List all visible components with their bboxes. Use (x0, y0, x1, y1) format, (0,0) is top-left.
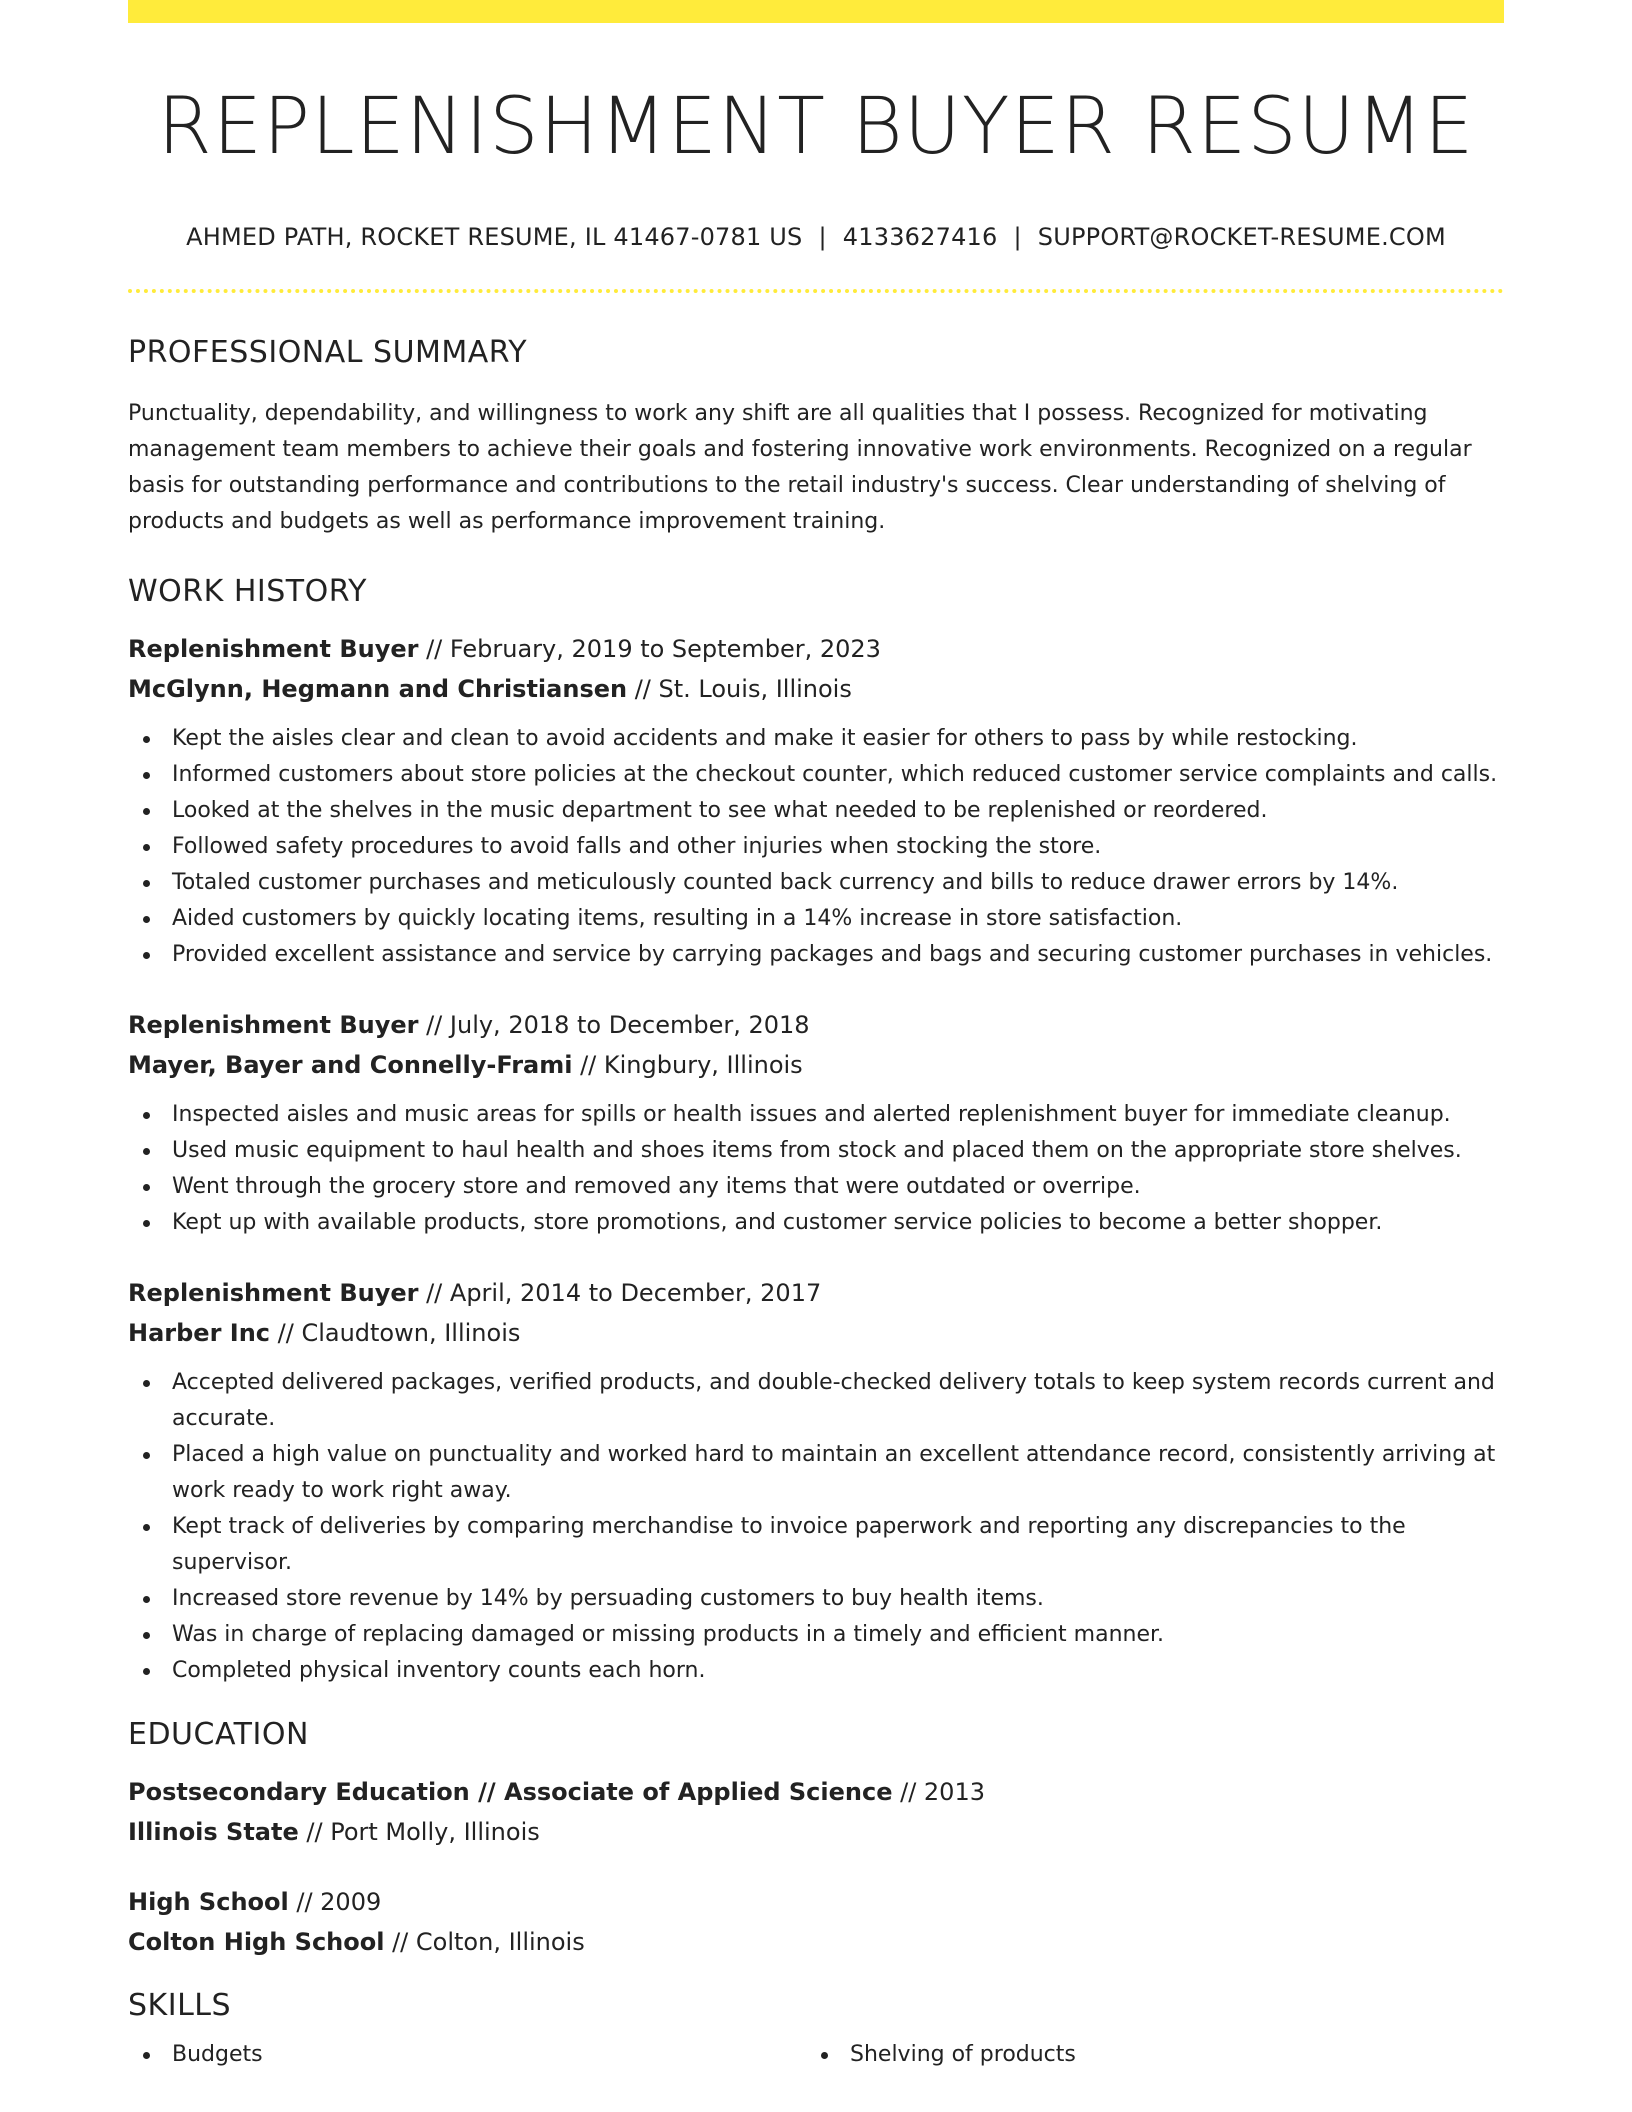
education-location: // Colton, Illinois (384, 1927, 585, 1956)
job-bullets (128, 721, 1504, 973)
skills-grid (128, 2037, 1504, 2073)
list-item: Increased store revenue by 14% by persuading customers to buy health items. (128, 1581, 1504, 1617)
contact-address: AHMED PATH, ROCKET RESUME, IL 41467-0781 US (186, 222, 803, 251)
education-degree-line (128, 1882, 1504, 1922)
resume-title: REPLENISHMENT BUYER RESUME (157, 82, 1475, 172)
job-entry (128, 1005, 1504, 1241)
list-item: Was in charge of replacing damaged or missing products in a timely and efficient manner. (128, 1617, 1504, 1653)
contact-separator: | (818, 222, 827, 251)
list-item: Provided excellent assistance and service by carrying packages and bags and securing customer purchases in vehicles. (128, 937, 1504, 973)
job-title-line (128, 1273, 1504, 1313)
list-item: Informed customers about store policies at the checkout counter, which reduced customer service complaints and calls. (128, 757, 1504, 793)
job-title: Replenishment Buyer (128, 1010, 419, 1039)
job-location: // St. Louis, Illinois (627, 674, 852, 703)
list-item: Inspected aisles and music areas for spills or health issues and alerted replenishment buyer for immediate cleanup. (128, 1097, 1504, 1133)
education-school: Colton High School (128, 1927, 385, 1956)
education-degree: Postsecondary Education // Associate of Applied Science (128, 1777, 893, 1806)
job-entry (128, 629, 1504, 973)
job-company-line (128, 669, 1504, 709)
education-degree: High School (128, 1887, 289, 1916)
list-item: Aided customers by quickly locating items, resulting in a 14% increase in store satisfaction. (128, 901, 1504, 937)
education-location: // Port Molly, Illinois (298, 1817, 540, 1846)
job-dates: // April, 2014 to December, 2017 (418, 1278, 822, 1307)
contact-line (128, 223, 1504, 251)
contact-email: SUPPORT@ROCKET-RESUME.COM (1037, 222, 1446, 251)
contact-separator: | (1013, 222, 1022, 251)
work-history-heading: WORK HISTORY (128, 573, 367, 609)
job-dates: // February, 2019 to September, 2023 (418, 634, 881, 663)
list-item: Completed physical inventory counts each horn. (128, 1653, 1504, 1689)
list-item: Went through the grocery store and removed any items that were outdated or overripe. (128, 1169, 1504, 1205)
education-school-line (128, 1812, 1504, 1852)
education-year: // 2013 (892, 1777, 985, 1806)
skills-heading: SKILLS (128, 1987, 232, 2023)
skills-column-right (806, 2037, 1484, 2073)
job-title: Replenishment Buyer (128, 634, 419, 663)
job-bullets (128, 1097, 1504, 1241)
job-company: McGlynn, Hegmann and Christiansen (128, 674, 628, 703)
education-school: Illinois State (128, 1817, 299, 1846)
job-title: Replenishment Buyer (128, 1278, 419, 1307)
job-company: Mayer, Bayer and Connelly-Frami (128, 1050, 573, 1079)
list-item: Used music equipment to haul health and shoes items from stock and placed them on the appropriate store shelves. (128, 1133, 1504, 1169)
education-entry (128, 1772, 1504, 1852)
list-item: Shelving of products (806, 2037, 1484, 2073)
education-school-line (128, 1922, 1504, 1962)
resume-page (128, 0, 1504, 2073)
job-location: // Claudtown, Illinois (270, 1318, 521, 1347)
list-item: Budgets (128, 2037, 806, 2073)
list-item: Totaled customer purchases and meticulously counted back currency and bills to reduce drawer errors by 14%. (128, 865, 1504, 901)
education-degree-line (128, 1772, 1504, 1812)
job-bullets (128, 1365, 1504, 1689)
job-location: // Kingbury, Illinois (572, 1050, 803, 1079)
education-entry (128, 1882, 1504, 1962)
list-item: Kept track of deliveries by comparing merchandise to invoice paperwork and reporting any discrepancies to the supervisor. (128, 1509, 1504, 1581)
job-title-line (128, 1005, 1504, 1045)
job-company: Harber Inc (128, 1318, 271, 1347)
summary-text: Punctuality, dependability, and willingness to work any shift are all qualities that I possess. Recognized for motivating management team members to achieve their goals and fostering innovative work environments. Recognized on a regular basis for outstanding performance and contributions to the retail industry's success. Clear understanding of shelving of products and budgets as well as performance improvement training. (128, 400, 1472, 534)
contact-phone: 4133627416 (842, 222, 998, 251)
job-entry (128, 1273, 1504, 1689)
job-title-line (128, 629, 1504, 669)
job-dates: // July, 2018 to December, 2018 (418, 1010, 810, 1039)
education-heading: EDUCATION (128, 1716, 309, 1752)
list-item: Looked at the shelves in the music department to see what needed to be replenished or reordered. (128, 793, 1504, 829)
education-year: // 2009 (288, 1887, 382, 1916)
job-company-line (128, 1313, 1504, 1353)
list-item: Kept the aisles clear and clean to avoid accidents and make it easier for others to pass by while restocking. (128, 721, 1504, 757)
list-item: Kept up with available products, store promotions, and customer service policies to become a better shopper. (128, 1205, 1504, 1241)
job-company-line (128, 1045, 1504, 1085)
list-item: Placed a high value on punctuality and worked hard to maintain an excellent attendance record, consistently arriving at work ready to work right away. (128, 1437, 1504, 1509)
summary-heading: PROFESSIONAL SUMMARY (128, 334, 528, 370)
list-item: Followed safety procedures to avoid falls and other injuries when stocking the store. (128, 829, 1504, 865)
list-item: Accepted delivered packages, verified products, and double-checked delivery totals to keep system records current and accurate. (128, 1365, 1504, 1437)
top-accent-bar (128, 0, 1504, 23)
skills-column-left (128, 2037, 806, 2073)
dotted-divider (128, 289, 1504, 293)
